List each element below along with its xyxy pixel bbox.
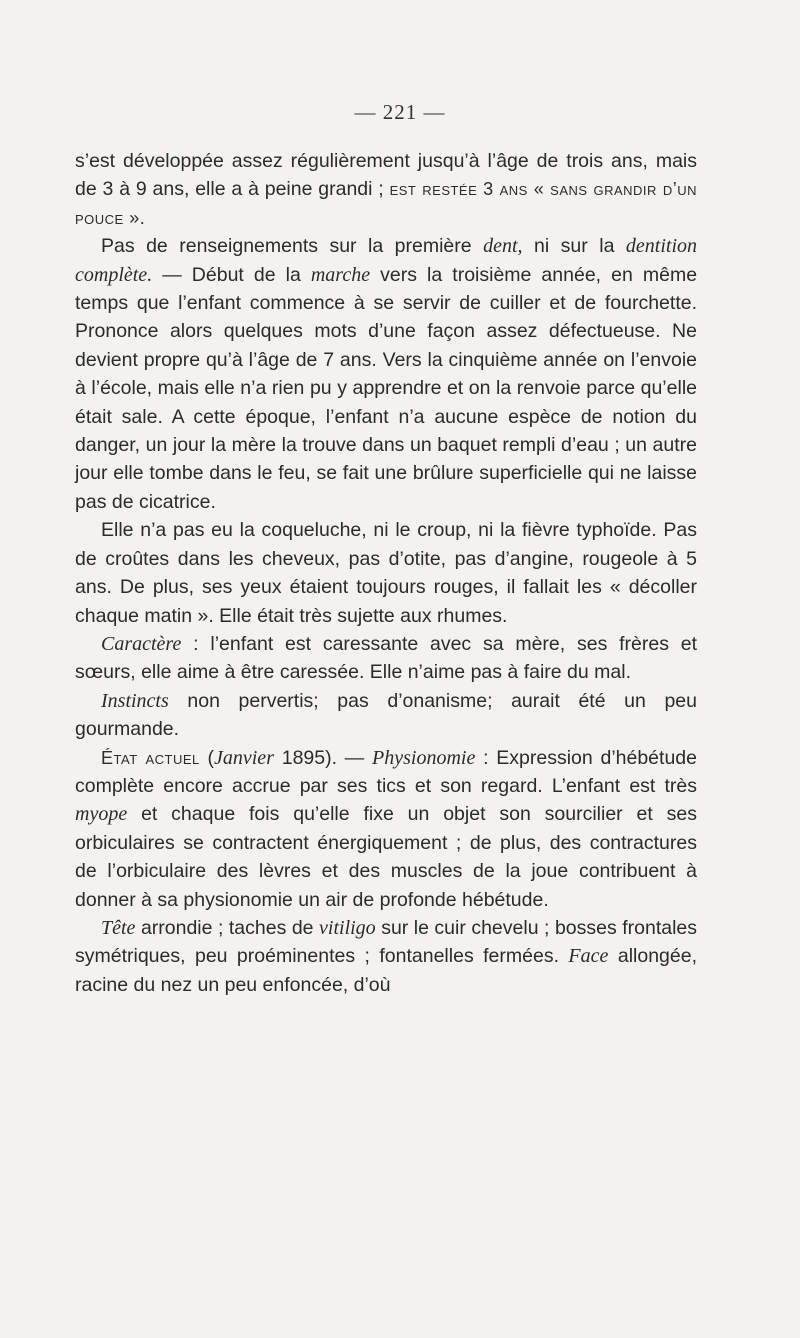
physiognomy-text-2: et chaque fois qu’elle fixe un objet son sourcilier et ses orbiculaires se contractent énergiquement ; de plus, des contractures de l’orbiculaire des lèvres et des muscles de la joue contribuent à donner à sa physionomie un air de profonde hébétude. bbox=[75, 803, 697, 911]
dev-italic-dent: dent, bbox=[483, 235, 523, 258]
paragraph-development bbox=[75, 232, 697, 516]
paragraph-growth bbox=[75, 147, 697, 232]
growth-emphasis: est restée 3 ans « sans grandir d’un pouce ». bbox=[75, 179, 697, 228]
dev-text-3: — Début de la bbox=[162, 263, 301, 286]
dev-text-1: Pas de renseignements sur la première bbox=[101, 235, 472, 258]
head-heading: Tête bbox=[101, 916, 136, 939]
character-heading: Caractère bbox=[101, 632, 182, 655]
head-italic-vitiligo: vitiligo bbox=[319, 916, 376, 939]
dev-text-2: ni sur la bbox=[534, 235, 615, 258]
body-text bbox=[75, 147, 697, 999]
character-text: : l’enfant est caressante avec sa mère, ses frères et sœurs, elle aime à être caressée. Elle n’aime pas à faire du mal. bbox=[75, 632, 697, 684]
paragraph-instincts bbox=[75, 687, 697, 744]
head-text-2: sur le cuir chevelu ; bosses frontales symétriques, peu proéminentes ; fontanelles fermées. bbox=[75, 916, 698, 968]
paren-open: ( bbox=[207, 746, 214, 769]
physiognomy-text-1: : Expression d’hébétude complète encore accrue par ses tics et son regard. L’enfant est très bbox=[75, 746, 697, 797]
dev-text-4: vers la troisième année, en même temps que l’enfant commence à se servir de cuiller et de fourchette. Prononce alors quelques mots d’une façon assez défectueuse. Ne devient propre qu’à l’âge de 7 ans. Vers la cinquième année on l’envoie à l’école, mais elle n’a rien pu y apprendre et on la renvoie parce qu’elle était sale. A cette époque, l’enfant n’a aucune espèce de notion du danger, un jour la mère la trouve dans un baquet rempli d’eau ; un autre jour elle tombe dans le feu, se fait une brûlure superficielle qui ne laisse pas de cicatrice. bbox=[75, 263, 698, 513]
paragraph-illnesses: Elle n’a pas eu la coqueluche, ni le croup, ni la fièvre typhoïde. Pas de croûtes dans les cheveux, pas d’otite, pas d’angine, rougeole à 5 ans. De plus, ses yeux étaient toujours rouges, il fallait les « décoller chaque matin ». Elle était très sujette aux rhumes. bbox=[75, 519, 697, 627]
physiognomy-heading: Physionomie bbox=[372, 746, 476, 769]
paragraph-character bbox=[75, 630, 697, 687]
page-number: — 221 — bbox=[354, 100, 446, 124]
date-year: 1895). — bbox=[281, 746, 365, 769]
instincts-heading: Instincts bbox=[101, 689, 169, 712]
head-text-1: arrondie ; taches de bbox=[140, 916, 314, 939]
dev-italic-marche: marche bbox=[310, 263, 371, 286]
face-heading: Face bbox=[568, 945, 609, 968]
paragraph-head bbox=[75, 914, 697, 999]
growth-text: s’est développée assez régulièrement jusqu’à l’âge de trois ans, mais de 3 à 9 ans, elle a à peine grandi ; bbox=[75, 150, 697, 201]
instincts-text: non pervertis; pas d’onanisme; aurait été un peu gourmande. bbox=[75, 689, 697, 741]
date-month: Janvier bbox=[214, 746, 274, 769]
current-state-heading: État actuel bbox=[101, 747, 200, 768]
paragraph-current-state bbox=[75, 744, 697, 914]
dev-italic-dentition: dentition complète. bbox=[75, 235, 698, 286]
face-text: allongée, racine du nez un peu enfoncée, d’où bbox=[75, 945, 697, 996]
physiognomy-italic-myope: myope bbox=[75, 803, 128, 826]
